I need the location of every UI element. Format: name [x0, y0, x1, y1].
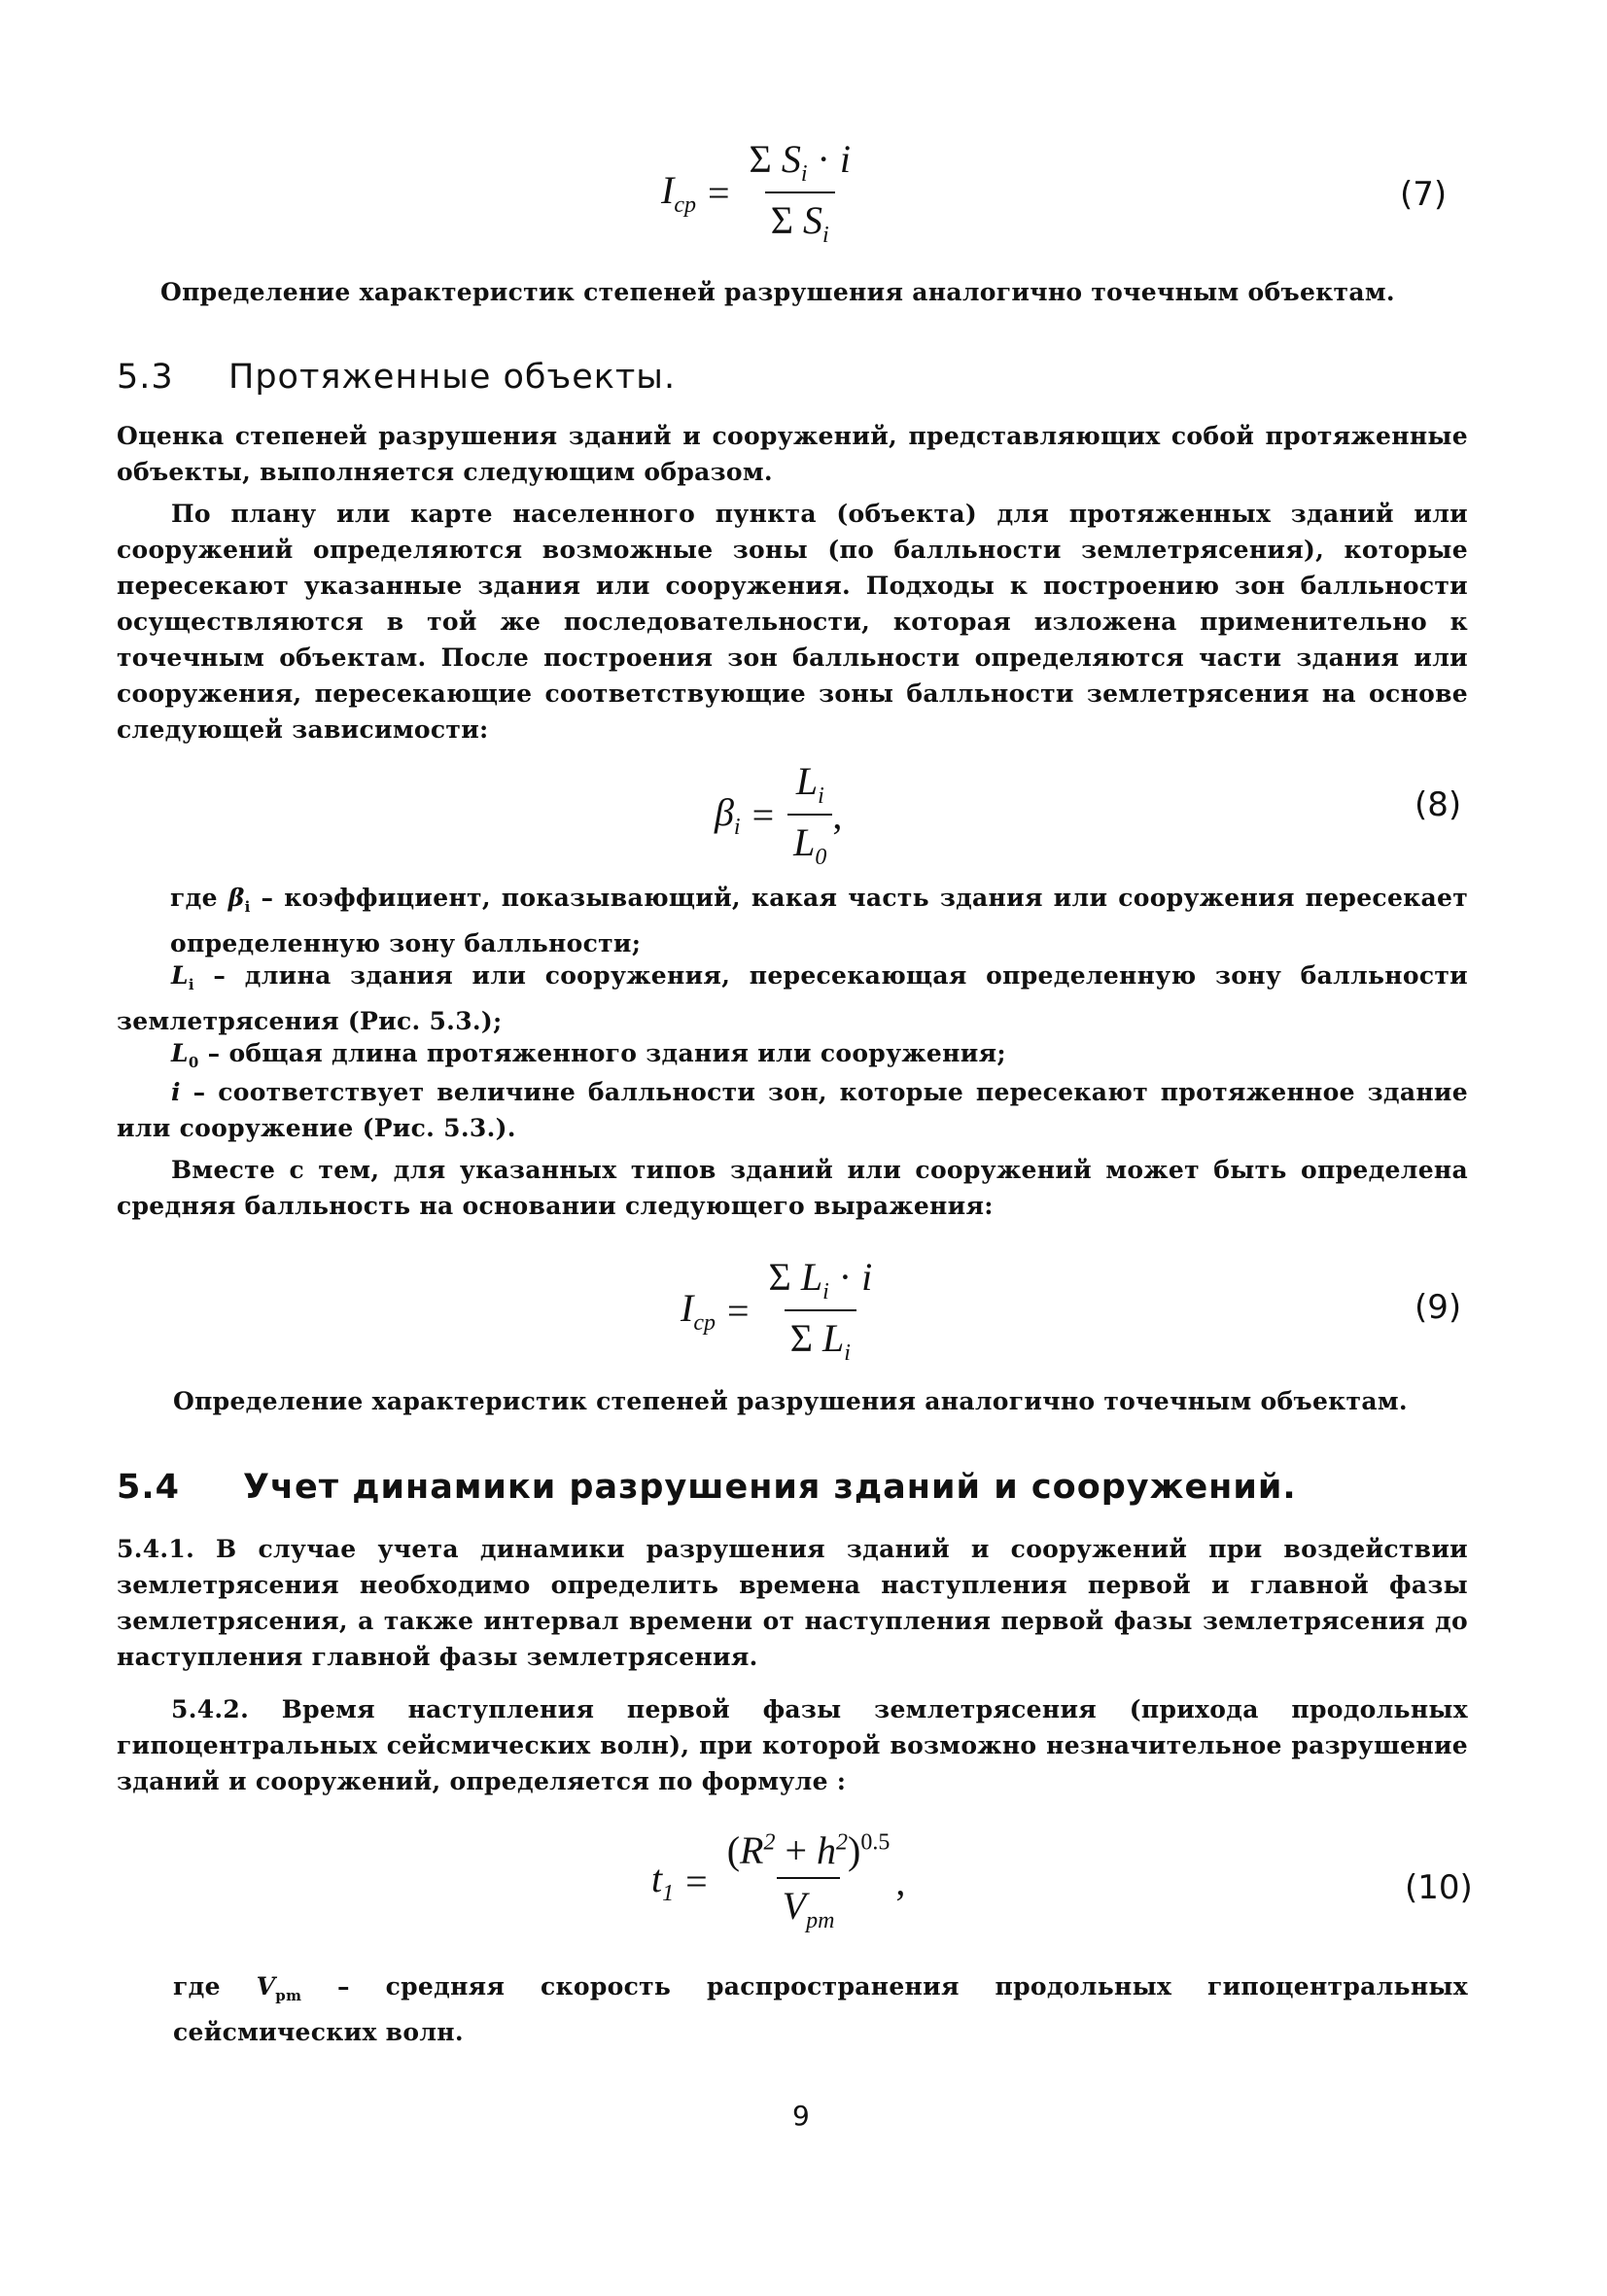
equals-sign: = [707, 170, 730, 215]
formula-8: $\beta_i$ = $\frac{L_i}{L_0}$ , [715, 759, 843, 870]
equation-number-8: (8) [1415, 785, 1462, 824]
equation-number-10: (10) [1405, 1868, 1473, 1907]
definition-beta: где $\beta_i$ – коэффициент, показывающий, какая часть здания или сооружения пересекает определенную зону балльности; [170, 884, 1468, 957]
paragraph-5-3-intro: Оценка степеней разрушения зданий и сооружений, представляющих собой протяженные объекты, выполняется следующим образом. [117, 422, 1468, 486]
paragraph-after-formula-7: Определение характеристик степеней разрушения аналогично точечным объектам. [160, 278, 1395, 306]
formula-7-fraction: $\frac{\Sigma S_i \cdot i}{\Sigma S_i}$ [749, 137, 851, 248]
formula-7 [661, 136, 856, 249]
equation-number-7: (7) [1400, 175, 1448, 214]
paragraph-after-formula-9: Определение характеристик степеней разрушения аналогично точечным объектам. [173, 1387, 1408, 1415]
section-heading-5-4: 5.4 Учет динамики разрушения зданий и сооружений. [117, 1468, 1297, 1507]
formula-10: $t_1$ = $\frac{(R^2 + h^2)^{0.5}}{V_{pm}}$ , [651, 1828, 906, 1933]
section-heading-5-3: 5.3 Протяженные объекты. [117, 358, 677, 397]
paragraph-5-4-1: 5.4.1. В случае учета динамики разрушения зданий и сооружений при воздействии землетрясения необходимо определить времена наступления первой и главной фазы землетрясения, а также интервал времени от наступления первой фазы землетрясения до наступления главной фазы землетрясения. [117, 1535, 1468, 1671]
equation-number-9: (9) [1415, 1288, 1462, 1327]
definition-L-i: $L_i$ – длина здания или сооружения, пересекающая определенную зону балльности землетрясения (Рис. 5.3.); [117, 961, 1468, 1035]
paragraph-average-intensity: Вместе с тем, для указанных типов зданий или сооружений может быть определена средняя балльность на основании следующего выражения: [117, 1156, 1468, 1220]
page-number: 9 [792, 2100, 810, 2132]
formula-9: $I_{ср}$ = $\frac{\Sigma L_i \cdot i}{\Sigma L_i}$ [681, 1255, 873, 1366]
definition-i: i – соответствует величине балльности зон, которые пересекают протяженное здание или сооружение (Рис. 5.3.). [117, 1078, 1468, 1142]
definition-V-pm: где $V_{pm}$ – средняя скорость распространения продольных гипоцентральных сейсмических волн. [173, 1972, 1468, 2046]
paragraph-5-3-method: По плану или карте населенного пункта (объекта) для протяженных зданий или сооружений определяются возможные зоны (по балльности землетрясения), которые пересекают указанные здания или сооружения. Подходы к построению зон балльности осуществляются в той же последовательности, которая изложена применительно к точечным объектам. После построения зон балльности определяются части здания или сооружения, пересекающие соответствующие зоны балльности землетрясения на основе следующей зависимости: [117, 500, 1468, 744]
paragraph-5-4-2: 5.4.2. Время наступления первой фазы землетрясения (прихода продольных гипоцентральных сейсмических волн), при которой возможно незначительное разрушение зданий и сооружений, определяется по формуле : [117, 1695, 1468, 1795]
formula-7-lhs: $I_{ср}$ [661, 167, 696, 218]
definition-L-0: $L_0$ – общая длина протяженного здания или сооружения; [171, 1039, 1006, 1071]
